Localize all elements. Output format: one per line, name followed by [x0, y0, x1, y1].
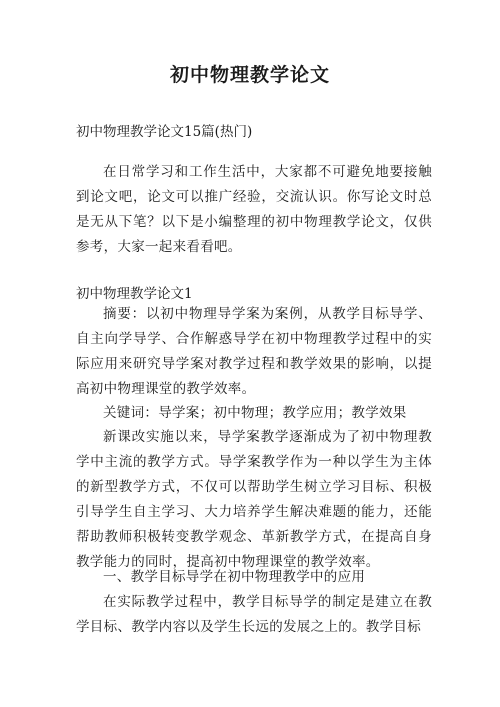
- body-paragraph-2: 在实际教学过程中，教学目标导学的制定是建立在教学目标、教学内容以及学生长远的发展之上的。教学目标: [76, 594, 432, 635]
- intro-paragraph: 在日常学习和工作生活中，大家都不可避免地要接触到论文吧，论文可以推广经验，交流认识。你写论文时总是无从下笔？以下是小编整理的初中物理教学论文，仅供参考，大家一起来看看吧。: [76, 164, 432, 255]
- heading-1: 一、教学目标导学在初中物理教学中的应用: [103, 569, 366, 585]
- document-subtitle: 初中物理教学论文15篇(热门): [76, 124, 253, 140]
- document-title: 初中物理教学论文: [169, 64, 330, 86]
- abstract-paragraph: 摘要：以初中物理导学案为案例，从教学目标导学、自主向学导学、合作解惑导学在初中物理教学过程中的实际应用来研究导学案对教学过程和教学效果的影响，以提高初中物理课堂的教学效率。: [76, 306, 432, 397]
- section-title: 初中物理教学论文1: [76, 286, 193, 302]
- keywords-line: 关键词：导学案；初中物理；教学应用；教学效果: [103, 405, 407, 421]
- body-paragraph: 新课改实施以来，导学案教学逐渐成为了初中物理教学中主流的教学方式。导学案教学作为一种以学生为主体的新型教学方式，不仅可以帮助学生树立学习目标、积极引导学生自主学习、大力培养学生解决难题的能力，还能帮助教师积极转变教学观念、革新教学方式，在提高自身教学能力的同时，提高初中物理课堂的教学效率。: [76, 429, 432, 570]
